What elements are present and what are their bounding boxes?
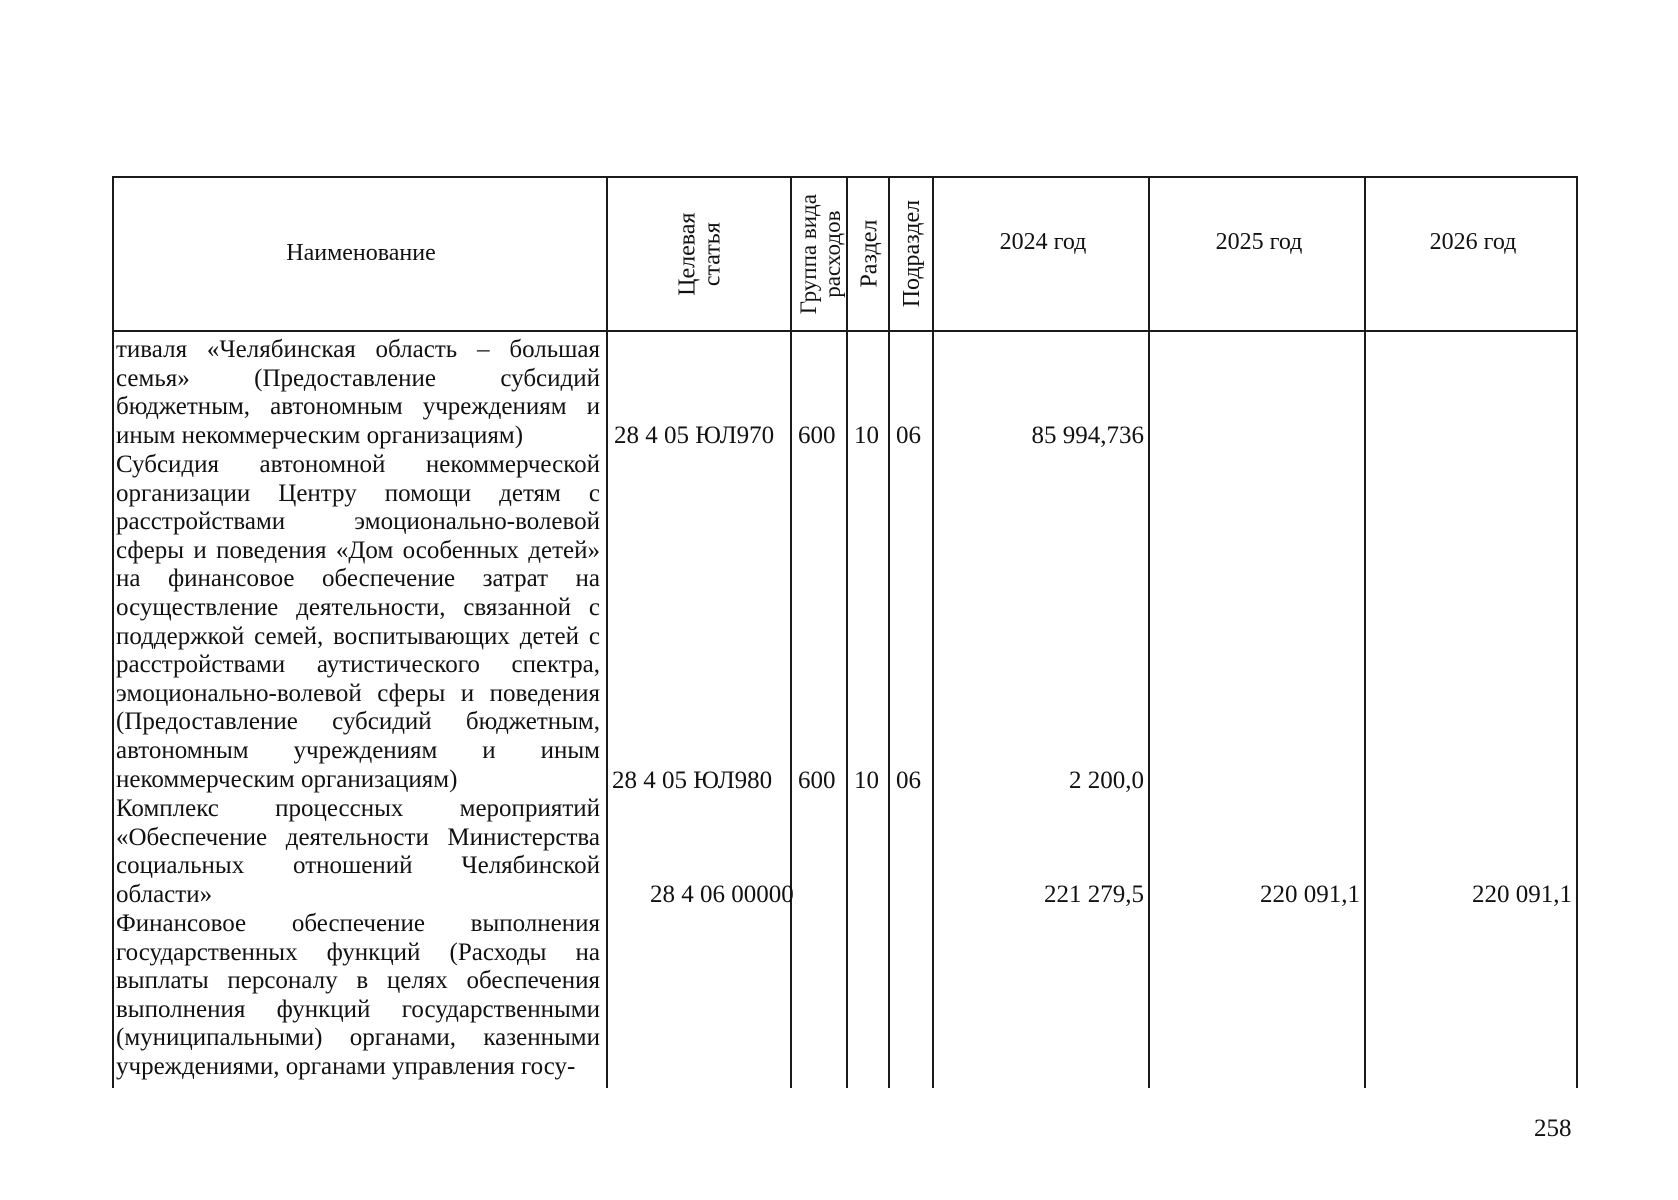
header-target-line2: статья bbox=[699, 222, 726, 286]
col-divider bbox=[888, 176, 890, 1088]
row-2-name bbox=[116, 451, 600, 794]
header-2025 bbox=[1152, 178, 1366, 330]
row-2-name-text: Субсидия автономной некоммерческой организации Центру помощи детям с расстройствами эмоционально-волевой сферы и поведения «Дом особенных детей» на финансовое обеспечение затрат на осуществление деятельности, связанной с поддержкой семей, воспитывающих детей с расстройствами аутистического спектра, эмоционально-волевой сферы и поведения (Предоставление субсидий бюджетным, автономным учреждениям и иным некоммерческим организациям) bbox=[116, 451, 600, 793]
header-2024-label: 2024 год bbox=[999, 229, 1087, 255]
row-4-name bbox=[116, 910, 600, 1082]
row-1-name-text: тиваля «Челябинская область – большая семья» (Предоставление субсидий бюджетным, автономным учреждениям и иным некоммерческим организациям) bbox=[116, 336, 600, 449]
page-number: 258 bbox=[1534, 1115, 1572, 1142]
col-divider bbox=[606, 176, 608, 1088]
row-1-subsection: 06 bbox=[896, 422, 921, 449]
header-2025-label: 2025 год bbox=[1215, 229, 1303, 255]
header-subsection-label: Подраздел bbox=[899, 200, 926, 308]
header-target-line1: Целевая bbox=[674, 212, 701, 296]
col-divider bbox=[1576, 176, 1578, 1088]
header-name-label: Наименование bbox=[286, 240, 436, 267]
col-divider bbox=[112, 176, 114, 1088]
row-3-name-text: Комплекс процессных мероприятий «Обеспечение деятельности Министерства социальных отношений Челябинской области» bbox=[116, 795, 600, 908]
col-divider bbox=[1148, 176, 1150, 1088]
row-3-2026: 220 091,1 bbox=[1472, 881, 1572, 908]
row-1-name bbox=[116, 336, 600, 450]
header-subsection bbox=[892, 178, 934, 330]
header-section bbox=[850, 178, 890, 330]
row-2-2024: 2 200,0 bbox=[1069, 767, 1144, 794]
row-1-2024: 85 994,736 bbox=[1031, 422, 1144, 449]
row-1-target: 28 4 05 ЮЛ970 bbox=[614, 422, 775, 449]
header-group-line2: расходов bbox=[820, 210, 846, 298]
header-group-line1: Группа вида bbox=[795, 193, 821, 315]
header-section-label: Раздел bbox=[856, 220, 883, 288]
col-divider bbox=[932, 176, 934, 1088]
header-2024 bbox=[936, 178, 1150, 330]
row-2-section: 10 bbox=[854, 767, 879, 794]
row-3-2024: 221 279,5 bbox=[1044, 881, 1144, 908]
header-group bbox=[794, 178, 848, 330]
row-2-group: 600 bbox=[798, 767, 836, 794]
header-target-label bbox=[676, 212, 726, 295]
row-1-group: 600 bbox=[798, 422, 836, 449]
col-divider bbox=[1364, 176, 1366, 1088]
header-target bbox=[610, 178, 792, 330]
header-group-label bbox=[797, 194, 845, 314]
header-name bbox=[114, 178, 608, 330]
row-4-name-text: Финансовое обеспечение выполнения государственных функций (Расходы на выплаты персоналу в целях обеспечения выполнения функций государственными (муниципальными) органами, казенными учреждениями, органами управления госу- bbox=[116, 910, 600, 1080]
row-3-2025: 220 091,1 bbox=[1260, 881, 1360, 908]
table-header bbox=[112, 176, 1578, 332]
col-divider bbox=[790, 176, 792, 1088]
row-3-name bbox=[116, 795, 600, 909]
header-2026-label: 2026 год bbox=[1429, 229, 1517, 255]
row-1-section: 10 bbox=[854, 422, 879, 449]
row-2-target: 28 4 05 ЮЛ980 bbox=[612, 767, 773, 794]
header-2026 bbox=[1368, 178, 1578, 330]
row-2-subsection: 06 bbox=[896, 767, 921, 794]
row-3-target: 28 4 06 00000 bbox=[650, 881, 794, 908]
col-divider bbox=[846, 176, 848, 1088]
